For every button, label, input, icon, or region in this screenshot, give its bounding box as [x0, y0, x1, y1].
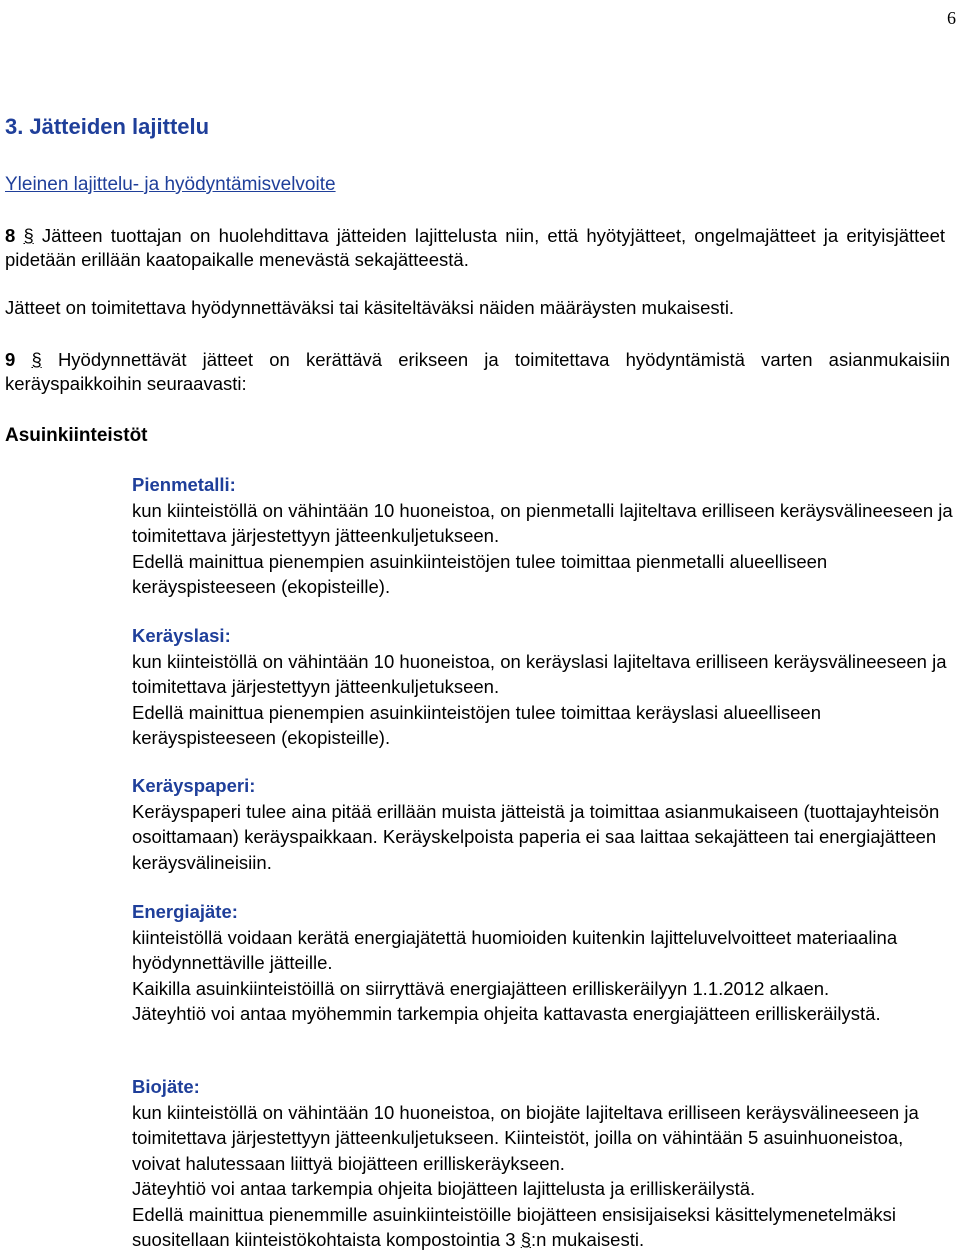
section-kerayslasi — [132, 623, 954, 751]
section-text: kun kiinteistöllä on vähintään 10 huoneistoa, on keräyslasi lajiteltava erilliseen keräysvälineeseen ja toimitettava järjestettyyn jätteenkuljetukseen. — [132, 650, 947, 697]
section-label: Keräyslasi: — [132, 625, 231, 646]
section-label: Energiajäte: — [132, 901, 238, 922]
section-label: Pienmetalli: — [132, 474, 236, 495]
section-energiajate — [132, 899, 954, 1027]
section-text — [132, 1202, 954, 1253]
section-text: kiinteistöllä voidaan kerätä energiajätettä huomioiden kuitenkin lajitteluvelvoitteet materiaalina hyödynnettäville jätteille. — [132, 926, 898, 973]
section-text: Keräyspaperi tulee aina pitää erillään muista jätteistä ja toimittaa asianmukaiseen (tuottajayhteisön osoittamaan) keräyspaikkaan. Keräyskelpoista paperia ei saa laittaa sekajätteen tai energiajätteen keräysvälineisiin. — [132, 800, 940, 873]
section-keraysspaperi — [132, 773, 954, 875]
paragraph-number: 8 — [5, 225, 16, 246]
paragraph-8b: Jätteet on toimitettava hyödynnettäväksi tai käsiteltäväksi näiden määräysten mukaisesti. — [5, 297, 735, 318]
section-number: 3. — [5, 114, 24, 139]
section-heading — [5, 114, 209, 140]
section-label: Keräyspaperi: — [132, 775, 256, 796]
text-fragment: :n mukaisesti. — [531, 1229, 645, 1250]
section-text: Jäteyhtiö voi antaa tarkempia ohjeita biojätteen lajittelusta ja erilliskeräilystä. — [132, 1178, 756, 1199]
subheading: Yleinen lajittelu- ja hyödyntämisvelvoite — [5, 174, 336, 195]
group-heading: Asuinkiinteistöt — [5, 425, 148, 446]
section-sign: § — [31, 349, 42, 370]
section-text: Edellä mainittua pienempien asuinkiinteistöjen tulee toimittaa keräyslasi alueelliseen keräyspisteeseen (ekopisteille). — [132, 701, 822, 748]
section-text: Edellä mainittua pienempien asuinkiinteistöjen tulee toimittaa pienmetalli alueelliseen keräyspisteeseen (ekopisteille). — [132, 550, 828, 597]
text-fragment: Edellä mainittua pienemmille asuinkiinteistöille biojätteen ensisijaiseksi käsittelymenetelmäksi suositellaan kiinteistökohtaista kompostointia 3 — [132, 1203, 897, 1250]
section-text: Jäteyhtiö voi antaa myöhemmin tarkempia ohjeita kattavasta energiajätteen erilliskeräilystä. — [132, 1003, 881, 1024]
section-text: kun kiinteistöllä on vähintään 10 huoneistoa, on biojäte lajiteltava erilliseen keräysvälineeseen ja toimitettava järjestettyyn jätteenkuljetukseen. Kiinteistöt, joilla on vähintään 5 asuinhuoneistoa, voivat halutessaan liittyä biojätteen erilliskeräykseen. — [132, 1101, 919, 1174]
section-biojate — [132, 1074, 954, 1253]
page-number: 6 — [947, 8, 956, 28]
paragraph-text: Hyödynnettävät jätteet on kerättävä erikseen ja toimitettava hyödyntämistä varten asianmukaisiin keräyspaikkoihin seuraavasti: — [5, 349, 951, 394]
section-sign: § — [23, 225, 34, 246]
section-text: kun kiinteistöllä on vähintään 10 huoneistoa, on pienmetalli lajiteltava erilliseen keräysvälineeseen ja toimitettava järjestettyyn jätteenkuljetukseen. — [132, 499, 953, 546]
section-title: Jätteiden lajittelu — [29, 114, 210, 139]
section-pienmetalli — [132, 472, 954, 600]
section-sign: § — [520, 1229, 532, 1250]
paragraph-8 — [5, 224, 945, 272]
paragraph-9 — [5, 348, 950, 396]
section-text: Kaikilla asuinkiinteistöillä on siirryttävä energiajätteen erilliskeräilyyn 1.1.2012 alkaen. — [132, 977, 830, 999]
paragraph-number: 9 — [5, 349, 16, 370]
section-label: Biojäte: — [132, 1076, 200, 1097]
paragraph-text: Jätteen tuottajan on huolehdittava jätteiden lajittelusta niin, että hyötyjätteet, ongelmajätteet ja erityisjätteet pidetään erillään kaatopaikalle menevästä sekajätteestä. — [5, 225, 946, 270]
